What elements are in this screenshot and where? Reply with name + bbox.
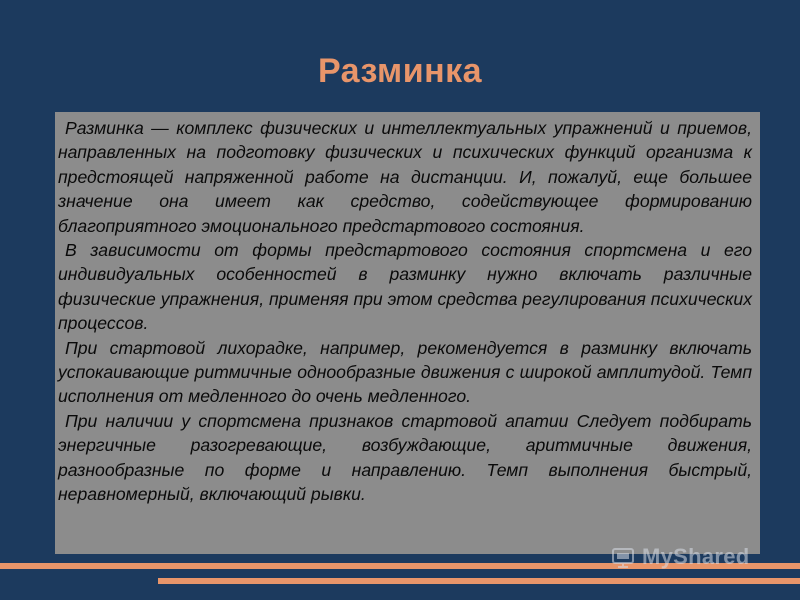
paragraph-start-fever: При стартовой лихорадке, например, рекомендуется в разминку включать успокаивающие ритмичные однообразные движения с широкой амплитудой. Темп исполнения от медленного до очень медленного.	[58, 337, 752, 407]
myshared-logo-icon	[610, 544, 636, 570]
slide-title: Разминка	[317, 52, 483, 90]
paragraph-individual: В зависимости от формы предстартового состояния спортсмена и его индивидуальных особенностей в разминку нужно включать различные физические упражнения, применяя при этом средства регулирования психических процессов.	[58, 240, 752, 334]
watermark	[610, 540, 750, 574]
accent-bar-bottom	[158, 578, 800, 584]
paragraph-definition: Разминка — комплекс физических и интеллектуальных упражнений и приемов, направленных на подготовку физических и психических функций организма к предстоящей напряженной работе на дистанции. И, пожалуй, еще большее значение она имеет как средство, содействующее формированию благоприятного эмоционального предстартового состояния.	[58, 118, 752, 236]
paragraph-start-apathy: При наличии у спортсмена признаков стартовой апатии Следует подбирать энергичные разогревающие, возбуждающие, аритмичные движения, разнообразные по форме и направлению. Темп выполнения быстрый, неравномерный, включающий рывки.	[58, 410, 752, 505]
slide-body	[58, 116, 752, 507]
watermark-text: MyShared	[642, 544, 750, 569]
